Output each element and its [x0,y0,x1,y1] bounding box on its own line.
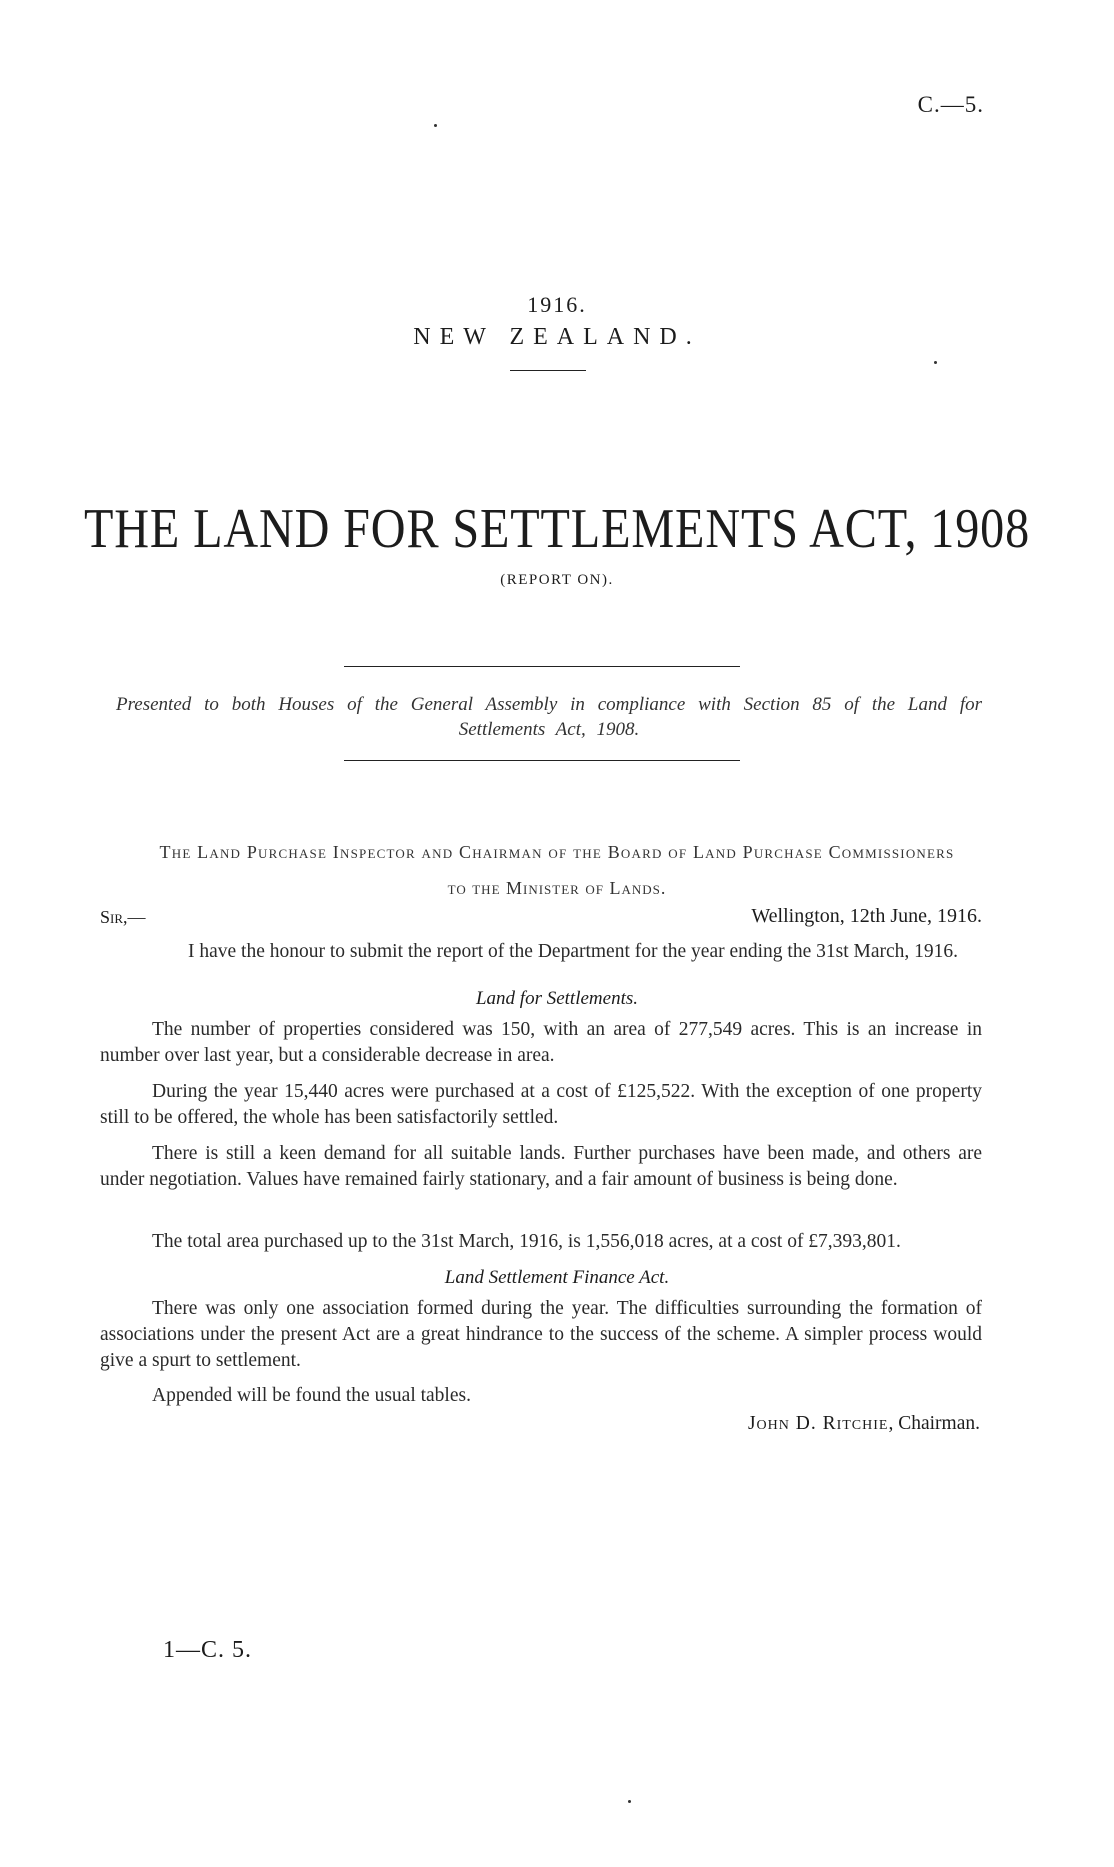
body-paragraph [100,1017,982,1069]
document-subtitle: (REPORT ON). [500,572,614,588]
presented-top-rule [344,666,740,667]
body-paragraph [100,1383,982,1409]
body-paragraph [100,1296,982,1374]
signature-name: John D. Ritchie [747,1413,889,1434]
body-paragraph [100,1079,982,1131]
body-paragraph [100,1141,982,1193]
document-year: 1916. [527,292,587,317]
paragraph-text: During the year 15,440 acres were purchased at a cost of £125,522. With the exception of one property still to be offered, the whole has been satisfactorily settled. [100,1081,982,1128]
body-paragraph [100,1229,982,1255]
intro-paragraph [100,939,982,965]
paragraph-text: There was only one association formed during the year. The difficulties surrounding the formation of associations under the present Act are a great hindrance to the success of the scheme. A simpler process would give a spurt to settlement. [100,1298,982,1371]
section-heading: Land for Settlements. [475,988,639,1009]
letter-address-line-1: The Land Purchase Inspector and Chairman of the Board of Land Purchase Commissioners [159,842,955,862]
paragraph-text: Appended will be found the usual tables. [152,1385,471,1406]
letter-salutation: Sir,— [100,907,146,927]
letter-address-line-2: to the Minister of Lands. [447,878,667,898]
intro-text: I have the honour to submit the report of the Department for the year ending the 31st March, 1916. [188,941,959,962]
title-divider [510,370,586,371]
signature-role: , Chairman. [888,1413,980,1434]
signature [748,1413,980,1435]
letter-dateline: Wellington, 12th June, 1916. [751,905,982,927]
page-reference: C.—5. [917,92,984,117]
presented-bottom-rule [344,760,740,761]
country-heading: NEW ZEALAND. [413,324,701,350]
paragraph-text: The total area purchased up to the 31st March, 1916, is 1,556,018 acres, at a cost of £7,393,801. [152,1231,901,1252]
scan-speck [934,361,937,364]
document-title: THE LAND FOR SETTLEMENTS ACT, 1908 [83,498,1031,560]
section-heading: Land Settlement Finance Act. [444,1267,670,1288]
sheet-reference: 1—C. 5. [163,1637,253,1663]
scan-speck [434,124,437,127]
paragraph-text: There is still a keen demand for all suitable lands. Further purchases have been made, and others are under negotiation. Values have remained fairly stationary, and a fair amount of business is being done. [100,1143,982,1190]
scan-speck [628,1800,631,1803]
paragraph-text: The number of properties considered was 150, with an area of 277,549 acres. This is an increase in number over last year, but a considerable decrease in area. [100,1019,982,1066]
presentation-statement: Presented to both Houses of the General Assembly in compliance with Section 85 of the Land for Settlements Act, 1908. [116,694,982,740]
